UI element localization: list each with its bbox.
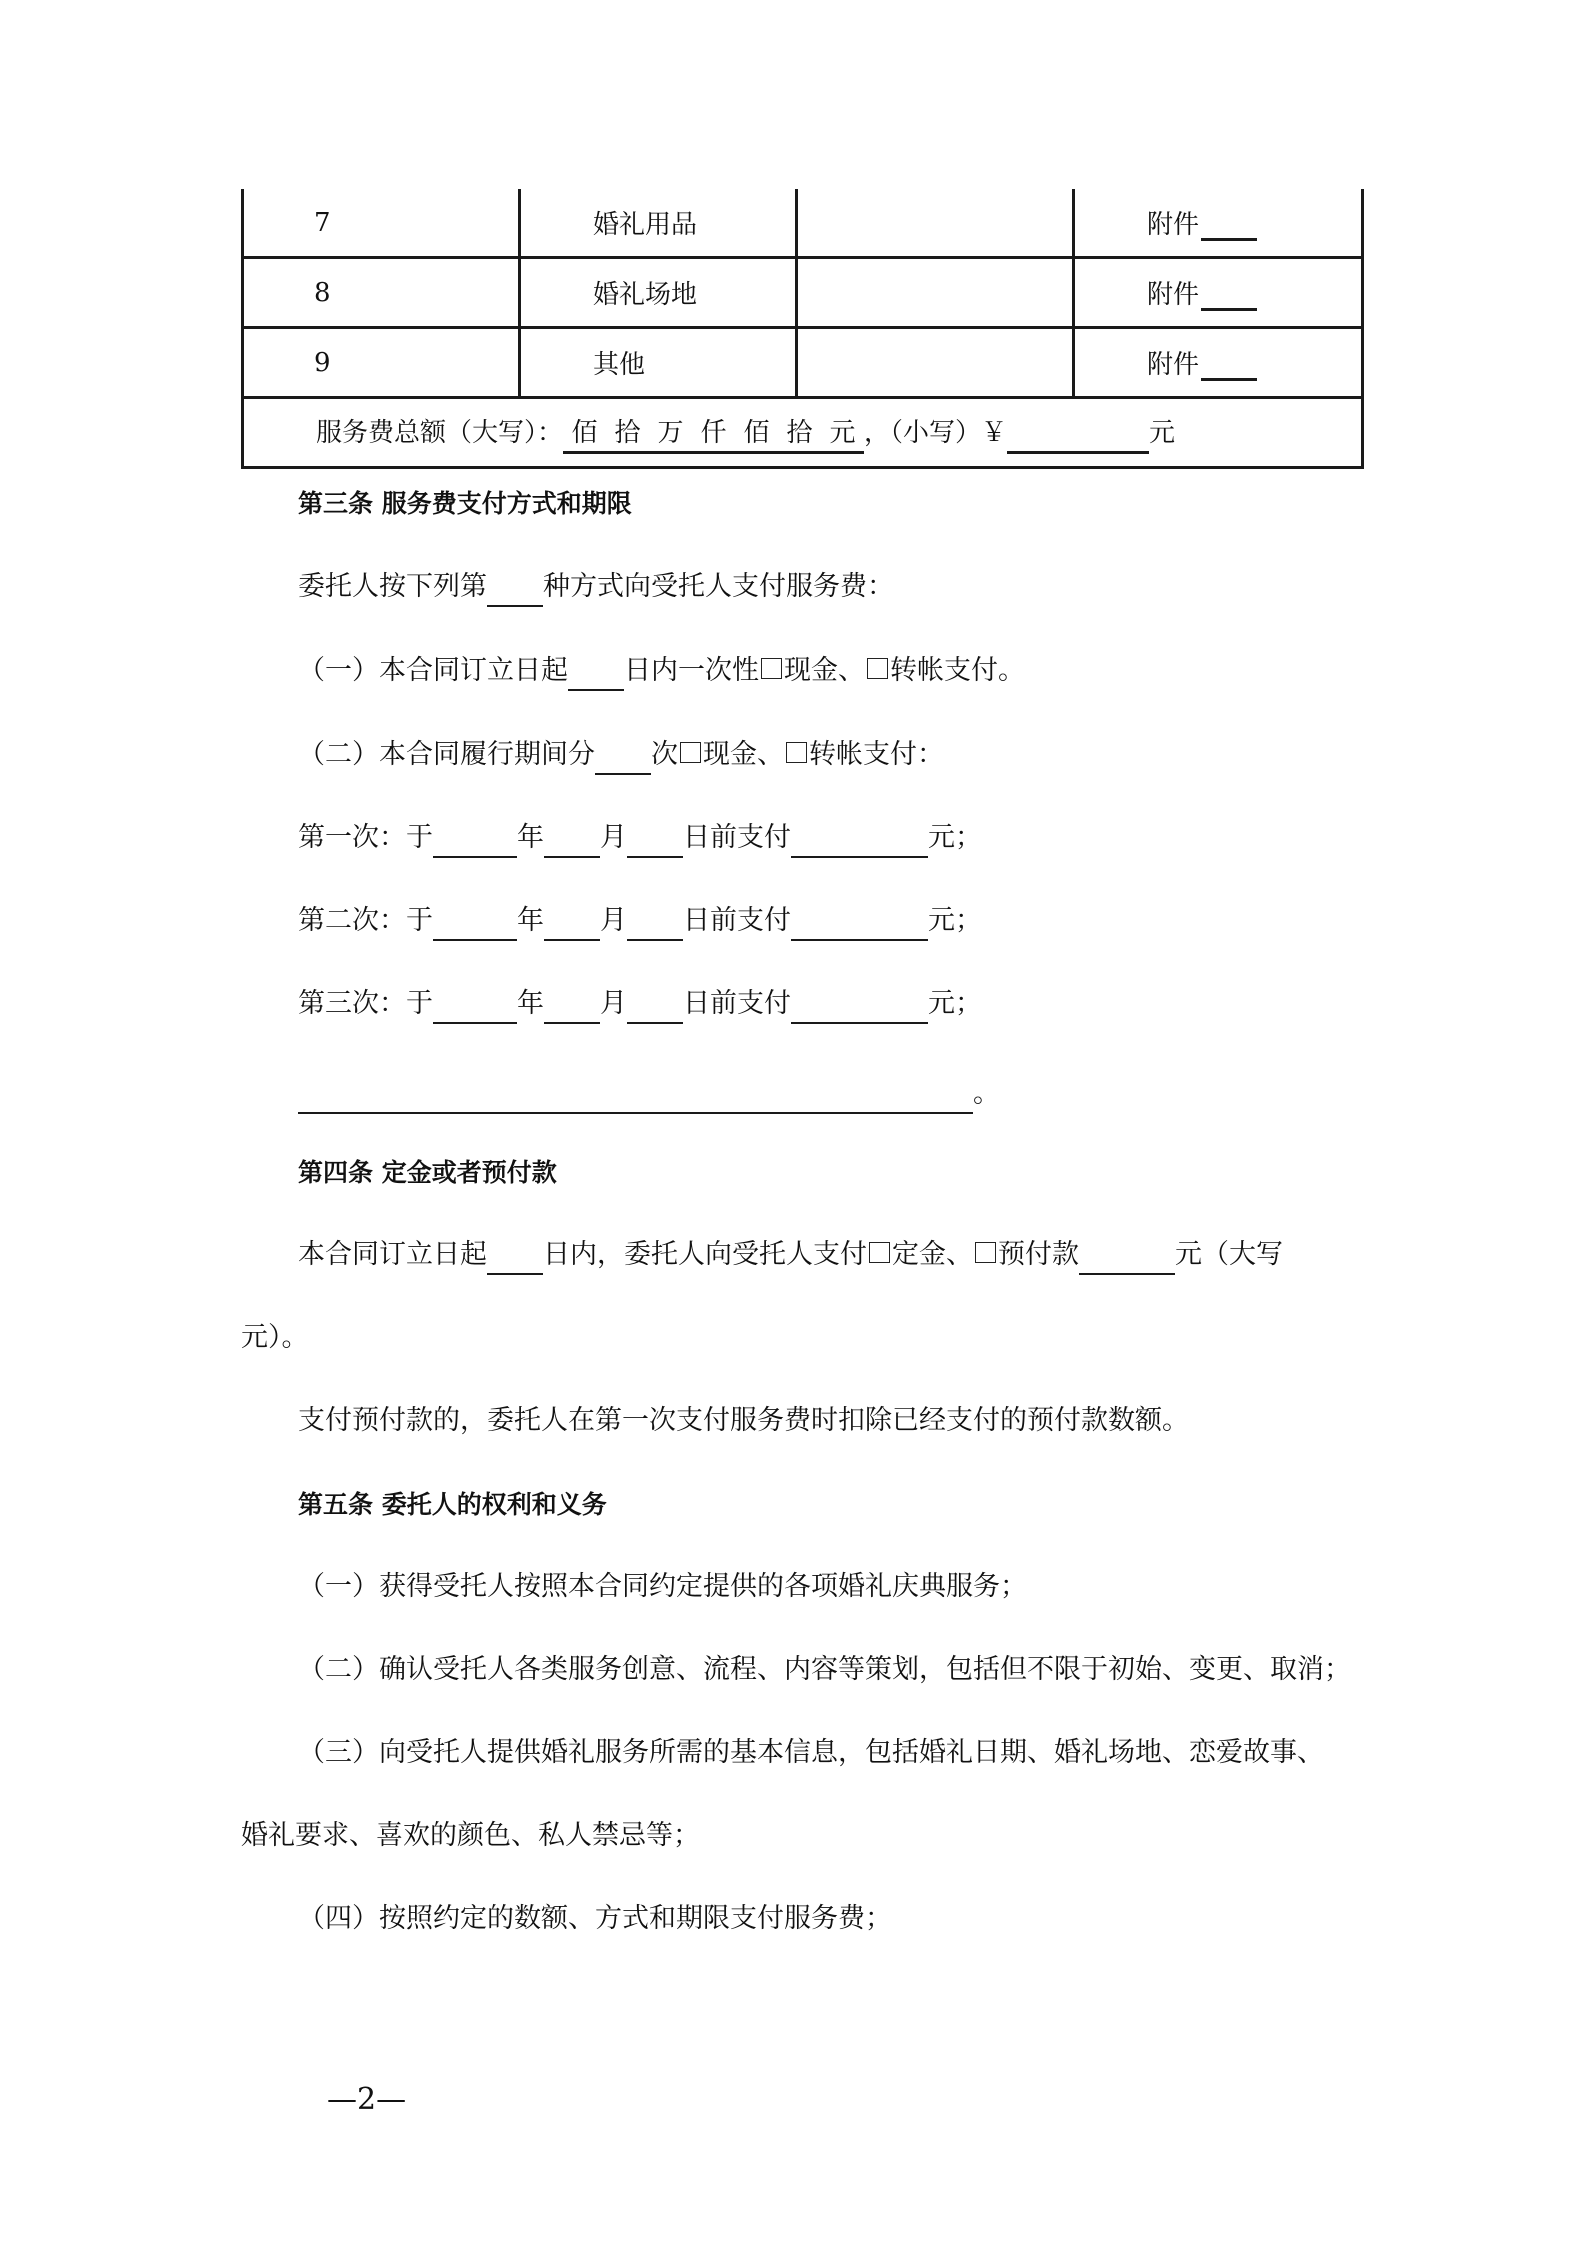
year-blank — [433, 992, 517, 1024]
row-amount — [797, 328, 1074, 398]
installment-line — [298, 901, 982, 941]
installment-line — [298, 818, 982, 858]
table-row — [243, 258, 1363, 328]
unit: 仟 — [700, 417, 727, 448]
yuan-label: 元； — [928, 905, 982, 936]
para-text: 定金、 — [892, 1239, 973, 1270]
month-blank — [544, 826, 600, 858]
day-label: 日前支付 — [683, 905, 791, 936]
row-item: 婚礼用品 — [520, 189, 797, 258]
total-middle: ，（小写）￥ — [864, 417, 1008, 448]
line-end: 。 — [973, 1078, 1000, 1109]
intro-text: 种方式向受托人支付服务费： — [543, 571, 894, 602]
unit: 拾 — [786, 417, 813, 448]
option-text: （一）本合同订立日起 — [298, 655, 568, 686]
total-lowercase-blank — [1007, 425, 1149, 454]
other-method-line — [298, 1074, 1000, 1114]
total-row — [243, 398, 1363, 468]
article3-heading: 第三条 服务费支付方式和期限 — [298, 489, 632, 518]
row-number: 8 — [243, 258, 520, 328]
unit: 佰 — [571, 417, 598, 448]
attachment-blank — [1201, 214, 1257, 241]
option-text: 转帐支付。 — [890, 655, 1025, 686]
article4-heading: 第四条 定金或者预付款 — [298, 1158, 557, 1187]
other-method-blank — [298, 1082, 973, 1114]
article4-paragraph2: 支付预付款的，委托人在第一次支付服务费时扣除已经支付的预付款数额。 — [298, 1405, 1189, 1436]
cash-checkbox[interactable] — [680, 742, 701, 763]
installment-label: 第二次：于 — [298, 905, 433, 936]
article3-intro — [298, 567, 894, 607]
amount-blank — [791, 909, 928, 941]
day-blank — [627, 826, 683, 858]
attachment-blank — [1201, 354, 1257, 381]
row-attachment — [1074, 328, 1363, 398]
article4-paragraph1 — [298, 1235, 1283, 1275]
installment-line — [298, 984, 982, 1024]
total-suffix: 元 — [1149, 417, 1176, 448]
total-uppercase-blank — [563, 412, 864, 454]
days-blank — [487, 1243, 543, 1275]
option-text: 次 — [651, 739, 678, 770]
option-text: 现金、 — [784, 655, 865, 686]
deposit-checkbox[interactable] — [869, 1242, 890, 1263]
prepayment-checkbox[interactable] — [975, 1242, 996, 1263]
year-label: 年 — [517, 905, 544, 936]
amount-blank — [791, 992, 928, 1024]
day-blank — [627, 992, 683, 1024]
year-blank — [433, 909, 517, 941]
cash-checkbox[interactable] — [761, 658, 782, 679]
yuan-label: 元； — [928, 988, 982, 1019]
attachment-label: 附件 — [1147, 210, 1200, 240]
day-label: 日前支付 — [683, 988, 791, 1019]
days-blank — [568, 659, 624, 691]
article5-item1: （一）获得受托人按照本合同约定提供的各项婚礼庆典服务； — [298, 1571, 1027, 1602]
row-number: 7 — [243, 189, 520, 258]
yuan-label: 元； — [928, 822, 982, 853]
article5-heading: 第五条 委托人的权利和义务 — [298, 1490, 607, 1519]
transfer-checkbox[interactable] — [786, 742, 807, 763]
para-text: 本合同订立日起 — [298, 1239, 487, 1270]
count-blank — [595, 743, 651, 775]
row-item: 婚礼场地 — [520, 258, 797, 328]
article5-item3-cont: 婚礼要求、喜欢的颜色、私人禁忌等； — [241, 1820, 700, 1851]
unit: 拾 — [614, 417, 641, 448]
day-label: 日前支付 — [683, 822, 791, 853]
row-attachment — [1074, 258, 1363, 328]
attachment-label: 附件 — [1147, 350, 1200, 380]
installment-label: 第一次：于 — [298, 822, 433, 853]
option-text: 转帐支付： — [809, 739, 944, 770]
intro-text: 委托人按下列第 — [298, 571, 487, 602]
article5-item4: （四）按照约定的数额、方式和期限支付服务费； — [298, 1903, 892, 1934]
amount-blank — [1079, 1243, 1175, 1275]
amount-blank — [791, 826, 928, 858]
year-label: 年 — [517, 988, 544, 1019]
article5-item2: （二）确认受托人各类服务创意、流程、内容等策划，包括但不限于初始、变更、取消； — [298, 1654, 1351, 1685]
year-blank — [433, 826, 517, 858]
month-blank — [544, 909, 600, 941]
installment-label: 第三次：于 — [298, 988, 433, 1019]
para-text: 元（大写 — [1175, 1239, 1283, 1270]
year-label: 年 — [517, 822, 544, 853]
row-number: 9 — [243, 328, 520, 398]
para-text: 预付款 — [998, 1239, 1079, 1270]
month-label: 月 — [600, 822, 627, 853]
article3-option2 — [298, 735, 944, 775]
method-blank — [487, 575, 543, 607]
total-prefix: 服务费总额（大写）： — [316, 417, 564, 448]
row-amount — [797, 189, 1074, 258]
option-text: 日内一次性 — [624, 655, 759, 686]
service-fee-total — [243, 398, 1363, 468]
table-row — [243, 328, 1363, 398]
transfer-checkbox[interactable] — [867, 658, 888, 679]
row-attachment — [1074, 189, 1363, 258]
article3-option1 — [298, 651, 1025, 691]
article5-item3: （三）向受托人提供婚礼服务所需的基本信息，包括婚礼日期、婚礼场地、恋爱故事、 — [298, 1737, 1324, 1768]
row-item: 其他 — [520, 328, 797, 398]
row-amount — [797, 258, 1074, 328]
attachment-blank — [1201, 284, 1257, 311]
day-blank — [627, 909, 683, 941]
attachment-label: 附件 — [1147, 280, 1200, 310]
article4-paragraph1-cont: 元）。 — [241, 1322, 309, 1353]
para-text: 日内，委托人向受托人支付 — [543, 1239, 867, 1270]
month-label: 月 — [600, 988, 627, 1019]
unit: 佰 — [743, 417, 770, 448]
option-text: 现金、 — [703, 739, 784, 770]
month-label: 月 — [600, 905, 627, 936]
unit: 元 — [829, 417, 856, 448]
service-items-table — [241, 189, 1364, 469]
unit: 万 — [657, 417, 684, 448]
option-text: （二）本合同履行期间分 — [298, 739, 595, 770]
page-number: —2— — [327, 2082, 407, 2117]
month-blank — [544, 992, 600, 1024]
table-row — [243, 189, 1363, 258]
